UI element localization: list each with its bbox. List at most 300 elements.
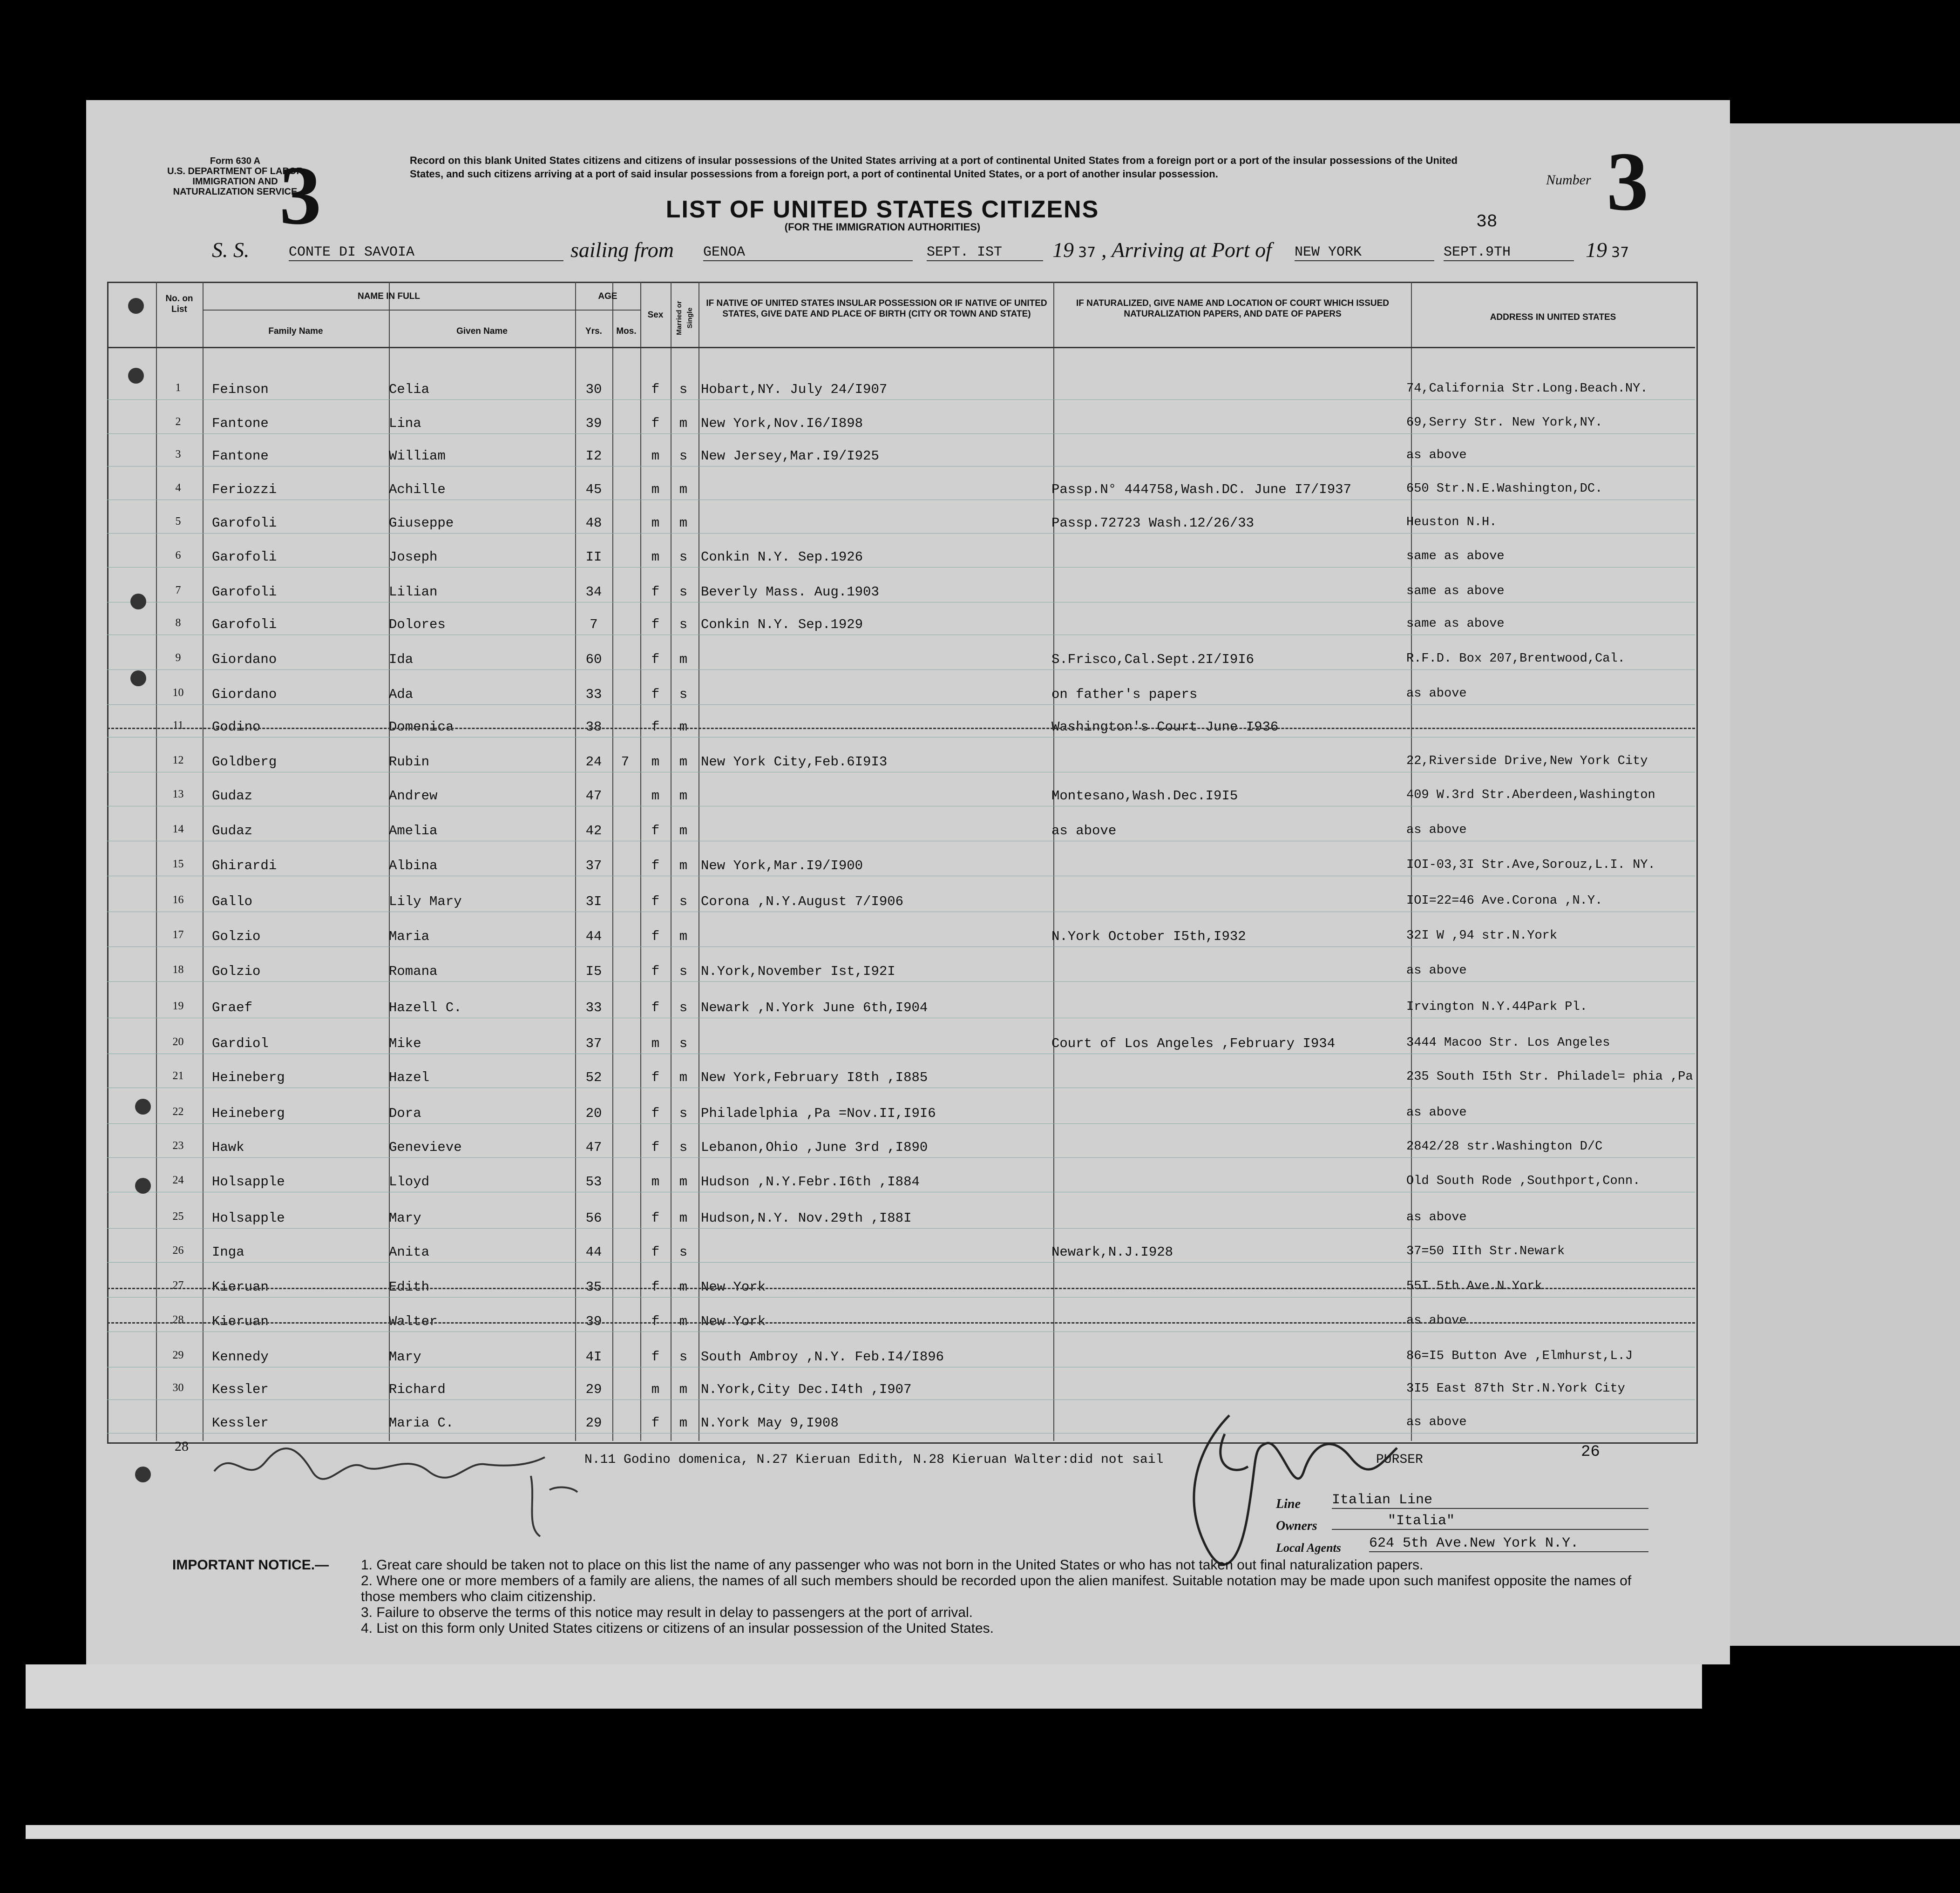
cell-birth: Conkin N.Y. Sep.1926 bbox=[701, 549, 863, 565]
cell-ms: s bbox=[679, 1106, 688, 1121]
cell-no: 11 bbox=[172, 719, 184, 731]
cell-family: Ghirardi bbox=[212, 858, 277, 873]
page-subtitle: (FOR THE IMMIGRATION AUTHORITIES) bbox=[784, 221, 981, 233]
cell-yrs: 37 bbox=[585, 858, 602, 873]
cell-birth: New York,Mar.I9/I900 bbox=[701, 858, 863, 873]
cell-yrs: 45 bbox=[585, 482, 602, 497]
cell-yrs: 3I bbox=[585, 894, 602, 909]
cell-yrs: 47 bbox=[585, 1140, 602, 1155]
cell-no: 6 bbox=[175, 549, 181, 561]
binder-hole bbox=[128, 298, 144, 314]
cell-family: Fantone bbox=[212, 416, 269, 431]
col-header-no: No. on List bbox=[165, 294, 193, 314]
cell-yrs: 37 bbox=[585, 1036, 602, 1051]
cell-family: Godino bbox=[212, 719, 261, 735]
cell-addr: 55I 5th Ave.N.York bbox=[1406, 1279, 1542, 1293]
owners-value: "Italia" bbox=[1332, 1513, 1648, 1530]
cell-sex: f bbox=[651, 929, 660, 944]
cell-no: 23 bbox=[172, 1140, 184, 1152]
cell-family: Kessler bbox=[212, 1382, 269, 1397]
cell-ms: m bbox=[679, 416, 688, 431]
cell-sex: f bbox=[651, 416, 660, 431]
cell-birth: New York City,Feb.6I9I3 bbox=[701, 754, 888, 770]
cell-addr: 86=I5 Button Ave ,Elmhurst,L.J bbox=[1406, 1349, 1633, 1363]
cell-sex: m bbox=[651, 448, 660, 464]
cell-family: Gudaz bbox=[212, 788, 253, 804]
cell-family: Hawk bbox=[212, 1140, 244, 1155]
strike-through-line bbox=[107, 728, 1695, 729]
cell-family: Feriozzi bbox=[212, 482, 277, 497]
cell-yrs: 53 bbox=[585, 1174, 602, 1190]
cell-given: Maria bbox=[389, 929, 430, 944]
col-header-sex: Sex bbox=[647, 310, 664, 320]
cell-no: 12 bbox=[172, 754, 184, 766]
service-name-line2: NATURALIZATION SERVICE bbox=[173, 187, 298, 197]
cell-addr: as above bbox=[1406, 1415, 1467, 1429]
cell-no: 24 bbox=[172, 1174, 184, 1186]
binder-hole bbox=[130, 670, 146, 686]
cell-birth: Beverly Mass. Aug.1903 bbox=[701, 584, 879, 600]
cell-family: Gallo bbox=[212, 894, 253, 909]
cell-birth: N.York,November Ist,I92I bbox=[701, 964, 895, 979]
cell-yrs: 24 bbox=[585, 754, 602, 770]
inspector-signature bbox=[205, 1420, 624, 1541]
cell-given: William bbox=[389, 448, 446, 464]
arriving-label: , Arriving at Port of bbox=[1101, 238, 1272, 262]
cell-ms: s bbox=[679, 617, 688, 632]
cell-sex: f bbox=[651, 964, 660, 979]
row-rule bbox=[107, 981, 1695, 982]
cell-birth: New York,Nov.I6/I898 bbox=[701, 416, 863, 431]
cell-ms: m bbox=[679, 482, 688, 497]
cell-given: Andrew bbox=[389, 788, 438, 804]
cell-no: 5 bbox=[175, 515, 181, 527]
cell-ms: m bbox=[679, 788, 688, 804]
cell-given: Celia bbox=[389, 382, 430, 397]
cell-addr: 3I5 East 87th Str.N.York City bbox=[1406, 1382, 1625, 1396]
cell-sex: f bbox=[651, 382, 660, 397]
cell-yrs: II bbox=[585, 549, 602, 565]
notice-label: IMPORTANT NOTICE.— bbox=[172, 1557, 329, 1573]
service-name-line1: IMMIGRATION AND bbox=[192, 176, 278, 187]
cell-ms: m bbox=[679, 823, 688, 838]
cell-sex: f bbox=[651, 584, 660, 600]
cell-given: Hazell C. bbox=[389, 1000, 462, 1015]
cell-no: 3 bbox=[175, 448, 181, 460]
cell-addr: as above bbox=[1406, 1106, 1467, 1120]
cell-sex: f bbox=[651, 687, 660, 702]
adjacent-page-edge bbox=[1730, 123, 1960, 1646]
cell-sex: f bbox=[651, 1349, 660, 1365]
strike-through-line bbox=[107, 1288, 1695, 1289]
cell-nat: Passp.72723 Wash.12/26/33 bbox=[1051, 515, 1255, 531]
cell-addr: 22,Riverside Drive,New York City bbox=[1406, 754, 1648, 768]
cell-given: Anita bbox=[389, 1244, 430, 1260]
cell-yrs: 39 bbox=[585, 1314, 602, 1329]
cell-family: Holsapple bbox=[212, 1174, 285, 1190]
cell-given: Dolores bbox=[389, 617, 446, 632]
cell-sex: f bbox=[651, 1000, 660, 1015]
cell-sex: f bbox=[651, 1314, 660, 1329]
cell-family: Heineberg bbox=[212, 1106, 285, 1121]
cell-sex: m bbox=[651, 515, 660, 531]
cell-no: 1 bbox=[175, 382, 181, 394]
cell-given: Edith bbox=[389, 1279, 430, 1295]
cell-addr: 409 W.3rd Str.Aberdeen,Washington bbox=[1406, 788, 1655, 802]
cell-sex: f bbox=[651, 1140, 660, 1155]
row-rule bbox=[107, 1123, 1695, 1124]
cell-family: Garofoli bbox=[212, 515, 277, 531]
cell-given: Lloyd bbox=[389, 1174, 430, 1190]
cell-birth: Hobart,NY. July 24/I907 bbox=[701, 382, 888, 397]
cell-ms: s bbox=[679, 1244, 688, 1260]
cell-ms: m bbox=[679, 754, 688, 770]
col-header-given-name: Given Name bbox=[456, 326, 508, 336]
ship-name: CONTE DI SAVOIA bbox=[289, 244, 563, 261]
form-number: Form 630 A bbox=[210, 156, 261, 166]
cell-yrs: 20 bbox=[585, 1106, 602, 1121]
cell-yrs: 33 bbox=[585, 687, 602, 702]
cell-yrs: 52 bbox=[585, 1070, 602, 1085]
cell-no: 7 bbox=[175, 584, 181, 596]
port-of-departure: GENOA bbox=[703, 244, 913, 261]
cell-addr: IOI=22=46 Ave.Corona ,N.Y. bbox=[1406, 894, 1603, 908]
cell-given: Lilian bbox=[389, 584, 438, 600]
row-rule bbox=[107, 567, 1695, 568]
cell-yrs: 44 bbox=[585, 929, 602, 944]
cell-given: Richard bbox=[389, 1382, 446, 1397]
cell-family: Heineberg bbox=[212, 1070, 285, 1085]
cell-ms: m bbox=[679, 1382, 688, 1397]
cell-addr: Irvington N.Y.44Park Pl. bbox=[1406, 1000, 1587, 1014]
cell-no: 26 bbox=[172, 1244, 184, 1257]
cell-no: 18 bbox=[172, 964, 184, 976]
cell-yrs: 60 bbox=[585, 652, 602, 667]
cell-no: 8 bbox=[175, 617, 181, 629]
cell-nat: Newark,N.J.I928 bbox=[1051, 1244, 1173, 1260]
cell-no: 13 bbox=[172, 788, 184, 800]
row-rule bbox=[107, 1157, 1695, 1158]
cell-sex: f bbox=[651, 1106, 660, 1121]
cell-sex: m bbox=[651, 482, 660, 497]
cell-ms: m bbox=[679, 1279, 688, 1295]
cell-birth: New York,February I8th ,I885 bbox=[701, 1070, 928, 1085]
cell-addr: as above bbox=[1406, 1314, 1467, 1328]
cell-family: Giordano bbox=[212, 652, 277, 667]
cell-family: Garofoli bbox=[212, 617, 277, 632]
department-name: U.S. DEPARTMENT OF LABOR bbox=[167, 166, 303, 176]
cell-addr: same as above bbox=[1406, 549, 1505, 563]
scanner-edge bbox=[26, 1825, 1960, 1839]
cell-yrs: 38 bbox=[585, 719, 602, 735]
cell-yrs: 33 bbox=[585, 1000, 602, 1015]
cell-addr: as above bbox=[1406, 448, 1467, 462]
list-number-stamp-right: 3 bbox=[1607, 135, 1648, 228]
cell-birth: Newark ,N.York June 6th,I904 bbox=[701, 1000, 928, 1015]
col-header-address: ADDRESS IN UNITED STATES bbox=[1490, 312, 1616, 322]
cell-ms: s bbox=[679, 1036, 688, 1051]
ss-label: S. S. bbox=[212, 238, 250, 262]
cell-addr: IOI-03,3I Str.Ave,Sorouz,L.I. NY. bbox=[1406, 858, 1655, 872]
row-rule bbox=[107, 399, 1695, 400]
cell-given: Genevieve bbox=[389, 1140, 462, 1155]
cell-given: Hazel bbox=[389, 1070, 430, 1085]
passenger-count-right: 26 bbox=[1581, 1443, 1600, 1461]
row-rule bbox=[107, 1262, 1695, 1263]
departure-date: SEPT. IST bbox=[927, 244, 1043, 261]
col-header-months: Mos. bbox=[616, 326, 637, 336]
cell-no: 25 bbox=[172, 1210, 184, 1223]
cell-given: Mary bbox=[389, 1210, 421, 1226]
cell-ms: s bbox=[679, 448, 688, 464]
row-rule bbox=[107, 533, 1695, 534]
cell-no: 15 bbox=[172, 858, 184, 870]
cell-addr: as above bbox=[1406, 1210, 1467, 1224]
cell-addr: 32I W ,94 str.N.York bbox=[1406, 929, 1558, 943]
cell-nat: Passp.N° 444758,Wash.DC. June I7/I937 bbox=[1051, 482, 1351, 497]
cell-birth: Conkin N.Y. Sep.1929 bbox=[701, 617, 863, 632]
cell-yrs: 30 bbox=[585, 382, 602, 397]
cell-sex: f bbox=[651, 823, 660, 838]
cell-nat: N.York October I5th,I932 bbox=[1051, 929, 1246, 944]
cell-no: 27 bbox=[172, 1279, 184, 1291]
cell-birth: New York bbox=[701, 1314, 766, 1329]
cell-no: 14 bbox=[172, 823, 184, 835]
cell-family: Kieruan bbox=[212, 1279, 269, 1295]
cell-ms: s bbox=[679, 1140, 688, 1155]
cell-birth: N.York,City Dec.I4th ,I907 bbox=[701, 1382, 912, 1397]
cell-sex: m bbox=[651, 754, 660, 770]
cell-no: 30 bbox=[172, 1382, 184, 1394]
cell-no: 9 bbox=[175, 652, 181, 664]
page-stack-edge bbox=[26, 1664, 1702, 1709]
cell-addr: as above bbox=[1406, 687, 1467, 701]
col-header-naturalization: IF NATURALIZED, GIVE NAME AND LOCATION OF COURT WHICH ISSUED NATURALIZATION PAPERS, AND DATE OF PAPERS bbox=[1076, 298, 1389, 319]
binder-hole bbox=[130, 594, 146, 609]
cell-sex: m bbox=[651, 1174, 660, 1190]
cell-addr: 37=50 IIth Str.Newark bbox=[1406, 1244, 1565, 1258]
cell-yrs: 4I bbox=[585, 1349, 602, 1365]
departure-year-prefix: 19 bbox=[1052, 238, 1074, 262]
cell-sex: m bbox=[651, 1382, 660, 1397]
cell-yrs: 47 bbox=[585, 788, 602, 804]
cell-family: Kennedy bbox=[212, 1349, 269, 1365]
cell-given: Ada bbox=[389, 687, 414, 702]
col-header-place-of-birth: IF NATIVE OF UNITED STATES INSULAR POSSESSION OR IF NATIVE OF UNITED STATES, GIVE DATE AND PLACE OF BIRTH (CITY OR TOWN AND STATE) bbox=[706, 298, 1047, 319]
cell-sex: f bbox=[651, 858, 660, 873]
cell-nat: Montesano,Wash.Dec.I9I5 bbox=[1051, 788, 1238, 804]
cell-sex: f bbox=[651, 894, 660, 909]
cell-yrs: 29 bbox=[585, 1415, 602, 1431]
record-instructions: Record on this blank United States citizens and citizens of insular possessions of the United States arriving at a port of continental United States from a foreign port or a port of the insular possessions of the United States, and such citizens arriving at a port of said insular possessions from a foreign port, a port of continental United States, or a port of another insular possession. bbox=[410, 155, 1458, 180]
page-title: LIST OF UNITED STATES CITIZENS bbox=[665, 196, 1099, 223]
binder-hole bbox=[135, 1178, 151, 1194]
cell-nat: S.Frisco,Cal.Sept.2I/I9I6 bbox=[1051, 652, 1255, 667]
did-not-sail-note: N.11 Godino domenica, N.27 Kieruan Edith, N.28 Kieruan Walter:did not sail bbox=[584, 1453, 1164, 1467]
cell-sex: f bbox=[651, 1415, 660, 1431]
cell-given: Rubin bbox=[389, 754, 430, 770]
cell-given: Maria C. bbox=[389, 1415, 454, 1431]
cell-ms: m bbox=[679, 515, 688, 531]
cell-birth: Corona ,N.Y.August 7/I906 bbox=[701, 894, 904, 909]
cell-given: Joseph bbox=[389, 549, 438, 565]
cell-ms: s bbox=[679, 584, 688, 600]
cell-addr: 235 South I5th Str. Philadel= phia ,Pa bbox=[1406, 1070, 1693, 1084]
number-label: Number bbox=[1546, 172, 1591, 188]
departure-year-suffix: 37 bbox=[1078, 244, 1096, 261]
arrival-date: SEPT.9TH bbox=[1444, 244, 1574, 261]
important-notice bbox=[172, 1557, 1662, 1636]
line-label: Line bbox=[1276, 1497, 1301, 1511]
cell-birth: South Ambroy ,N.Y. Feb.I4/I896 bbox=[701, 1349, 944, 1365]
cell-family: Kieruan bbox=[212, 1314, 269, 1329]
cell-yrs: 44 bbox=[585, 1244, 602, 1260]
cell-family: Inga bbox=[212, 1244, 244, 1260]
cell-ms: m bbox=[679, 719, 688, 735]
notice-item: 4. List on this form only United States citizens or citizens of an insular possession of the United States. bbox=[361, 1621, 994, 1636]
cell-addr: 74,California Str.Long.Beach.NY. bbox=[1406, 382, 1648, 396]
cell-no: 2 bbox=[175, 416, 181, 428]
cell-ms: m bbox=[679, 1314, 688, 1329]
cell-family: Fantone bbox=[212, 448, 269, 464]
cell-given: Domenica bbox=[389, 719, 454, 735]
page-number: 38 bbox=[1476, 212, 1498, 232]
cell-ms: m bbox=[679, 652, 688, 667]
row-rule bbox=[107, 946, 1695, 947]
cell-birth: Hudson ,N.Y.Febr.I6th ,I884 bbox=[701, 1174, 920, 1190]
notice-item: 1. Great care should be taken not to place on this list the name of any passenger who was not born in the United States or who has not taken out final naturalization papers. bbox=[361, 1557, 1424, 1573]
cell-no: 17 bbox=[172, 929, 184, 941]
cell-given: Walter bbox=[389, 1314, 438, 1329]
cell-ms: s bbox=[679, 1000, 688, 1015]
cell-no: 28 bbox=[172, 1314, 184, 1326]
cell-nat: Court of Los Angeles ,February I934 bbox=[1051, 1036, 1336, 1051]
cell-no: 21 bbox=[172, 1070, 184, 1082]
cell-yrs: 56 bbox=[585, 1210, 602, 1226]
cell-sex: f bbox=[651, 719, 660, 735]
notice-item: 3. Failure to observe the terms of this notice may result in delay to passengers at the port of arrival. bbox=[361, 1605, 973, 1620]
cell-sex: m bbox=[651, 549, 660, 565]
cell-given: Romana bbox=[389, 964, 438, 979]
sailing-from-label: sailing from bbox=[570, 238, 674, 262]
cell-sex: m bbox=[651, 788, 660, 804]
cell-ms: m bbox=[679, 858, 688, 873]
cell-addr: Heuston N.H. bbox=[1406, 515, 1497, 529]
cell-given: Lina bbox=[389, 416, 421, 431]
local-agents-label: Local Agents bbox=[1276, 1541, 1341, 1555]
cell-no: 20 bbox=[172, 1036, 184, 1048]
cell-yrs: 48 bbox=[585, 515, 602, 531]
row-rule bbox=[107, 433, 1695, 434]
cell-given: Ida bbox=[389, 652, 414, 667]
list-number-stamp-left: 3 bbox=[279, 149, 321, 242]
cell-ms: m bbox=[679, 1415, 688, 1431]
binder-hole bbox=[135, 1467, 151, 1482]
cell-yrs: 39 bbox=[585, 416, 602, 431]
cell-given: Mary bbox=[389, 1349, 421, 1365]
cell-addr: 3444 Macoo Str. Los Angeles bbox=[1406, 1036, 1610, 1050]
local-agents-value: 624 5th Ave.New York N.Y. bbox=[1369, 1535, 1648, 1552]
binder-hole bbox=[135, 1099, 151, 1115]
cell-given: Mike bbox=[389, 1036, 421, 1051]
cell-ms: m bbox=[679, 929, 688, 944]
cell-ms: m bbox=[679, 1070, 688, 1085]
cell-yrs: 29 bbox=[585, 1382, 602, 1397]
purser-label: PURSER bbox=[1376, 1453, 1423, 1467]
cell-addr: as above bbox=[1406, 823, 1467, 837]
cell-ms: s bbox=[679, 382, 688, 397]
cell-family: Holsapple bbox=[212, 1210, 285, 1226]
cell-addr: 2842/28 str.Washington D/C bbox=[1406, 1140, 1603, 1154]
cell-birth: New York bbox=[701, 1279, 766, 1295]
cell-no: 16 bbox=[172, 894, 184, 906]
cell-nat: on father's papers bbox=[1051, 687, 1198, 702]
cell-addr: same as above bbox=[1406, 617, 1505, 631]
cell-yrs: 35 bbox=[585, 1279, 602, 1295]
cell-nat: Washington's Court June I936 bbox=[1051, 719, 1279, 735]
cell-addr: as above bbox=[1406, 964, 1467, 978]
cell-sex: f bbox=[651, 1279, 660, 1295]
cell-mos: 7 bbox=[621, 754, 630, 770]
notice-item: 2. Where one or more members of a family are aliens, the names of all such members should be recorded upon the alien manifest. Suitable notation may be made upon such manifest opposite the names of those members who claim citizenship. bbox=[361, 1573, 1632, 1604]
cell-yrs: 7 bbox=[590, 617, 598, 632]
cell-sex: f bbox=[651, 617, 660, 632]
cell-sex: f bbox=[651, 1244, 660, 1260]
cell-sex: f bbox=[651, 1210, 660, 1226]
cell-family: Feinson bbox=[212, 382, 269, 397]
cell-ms: s bbox=[679, 964, 688, 979]
cell-addr: same as above bbox=[1406, 584, 1505, 598]
cell-family: Garofoli bbox=[212, 549, 277, 565]
cell-ms: s bbox=[679, 1349, 688, 1365]
line-value: Italian Line bbox=[1332, 1492, 1648, 1509]
cell-yrs: I2 bbox=[585, 448, 602, 464]
cell-family: Goldberg bbox=[212, 754, 277, 770]
cell-given: Achille bbox=[389, 482, 446, 497]
arrival-year-suffix: 37 bbox=[1611, 244, 1629, 261]
row-rule bbox=[107, 704, 1695, 705]
cell-no: 29 bbox=[172, 1349, 184, 1361]
cell-yrs: I5 bbox=[585, 964, 602, 979]
cell-addr: 650 Str.N.E.Washington,DC. bbox=[1406, 482, 1603, 496]
col-header-age: AGE bbox=[598, 291, 617, 301]
cell-no: 4 bbox=[175, 482, 181, 494]
cell-sex: m bbox=[651, 1036, 660, 1051]
binder-hole bbox=[128, 368, 144, 384]
cell-family: Golzio bbox=[212, 964, 261, 979]
cell-yrs: 42 bbox=[585, 823, 602, 838]
cell-family: Kessler bbox=[212, 1415, 269, 1431]
port-of-arrival: NEW YORK bbox=[1295, 244, 1434, 261]
cell-yrs: 34 bbox=[585, 584, 602, 600]
cell-ms: s bbox=[679, 549, 688, 565]
row-rule bbox=[107, 1297, 1695, 1298]
cell-ms: s bbox=[679, 894, 688, 909]
cell-family: Giordano bbox=[212, 687, 277, 702]
row-rule bbox=[107, 669, 1695, 670]
cell-ms: m bbox=[679, 1210, 688, 1226]
cell-family: Graef bbox=[212, 1000, 253, 1015]
col-header-married-single: Married or Single bbox=[675, 301, 694, 335]
cell-family: Gardiol bbox=[212, 1036, 269, 1051]
cell-family: Garofoli bbox=[212, 584, 277, 600]
cell-nat: as above bbox=[1051, 823, 1117, 838]
cell-addr: 69,Serry Str. New York,NY. bbox=[1406, 416, 1603, 430]
cell-addr: Old South Rode ,Southport,Conn. bbox=[1406, 1174, 1641, 1188]
cell-family: Golzio bbox=[212, 929, 261, 944]
strike-through-line bbox=[107, 1322, 1695, 1324]
col-header-years: Yrs. bbox=[585, 326, 602, 336]
